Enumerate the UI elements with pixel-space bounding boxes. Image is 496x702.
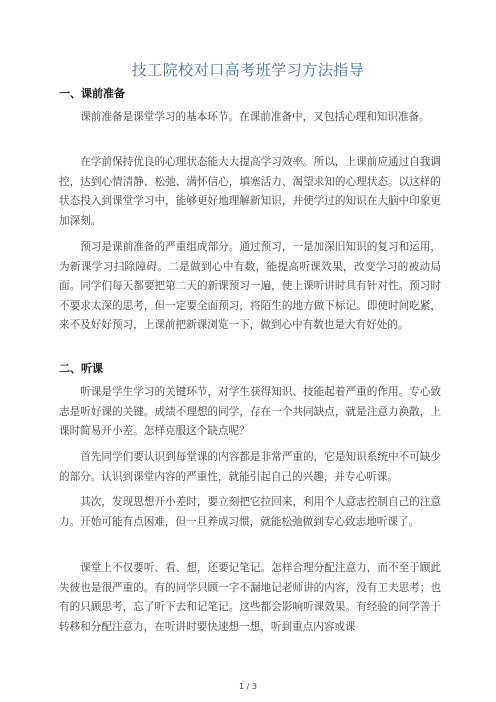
paragraph: 听课是学生学习的关键环节，对学生获得知识、技能起着严重的作用。专心致志是听好课的关键。成绩不理想的同学，存在一个共同缺点，就是注意力涣散，上课时简易开小差。怎样克服这个缺点呢？ (59, 386, 441, 438)
document-title: 技工院校对口高考班学习方法指导 (131, 61, 365, 79)
paragraph: 在学前保持优良的心理状态能大大提高学习效率。所以，上课前应通过自我调控，达到心情清静、松弛、满怀信心，填塞活力、渴望求知的心理状态。以这样的状态投入到课堂学习中，能够更好地理解新知识，并使学过的知识在大脑中印象更加深刻。 (59, 156, 441, 227)
page-number: 1 / 3 (239, 682, 257, 691)
paragraph: 课前准备是课堂学习的基本环节。在课前准备中，又包括心理和知识准备。 (80, 111, 430, 123)
section-heading-prep: 一、课前准备 (59, 87, 125, 100)
section-heading-listening: 二、听课 (59, 362, 103, 375)
paragraph: 其次，发现思想开小差时，要立刻把它拉回来，利用个人意志控制自己的注意力。开始可能有点困难，但一旦养成习惯，就能松弛做到专心致志地听课了。 (59, 496, 441, 528)
paragraph: 课堂上不仅要听、看、想，还要记笔记。怎样合理分配注意力，而不至于顾此失彼也是很严重的。有的同学只顾一字不漏地记老师讲的内容，没有工夫思考；也有的只顾思考，忘了听下去和记笔记。这些都会影响听课效果。有经验的同学善于转移和分配注意力，在听讲时要快速想一想，听到重点内容或课 (59, 562, 441, 633)
paragraph: 首先同学们要认识到每堂课的内容都是非常严重的，它是知识系统中不可缺少的部分。认识到课堂内容的严重性，就能引起自己的兴趣，并专心听课。 (59, 451, 441, 483)
paragraph: 预习是课前准备的严重组成部分。通过预习，一是加深旧知识的复习和运用，为新课学习扫除障碍。二是做到心中有数，能提高听课效果，改变学习的被动局面。同学们每天都要把第二天的新课预习一遍，使上课听讲时具有针对性。预习时不要求太深的思考，但一定要全面预习，将陌生的地方做下标记。即使时间吃紧，来不及好好预习，上课前把新课浏览一下，做到心中有数也是大有好处的。 (59, 241, 441, 332)
